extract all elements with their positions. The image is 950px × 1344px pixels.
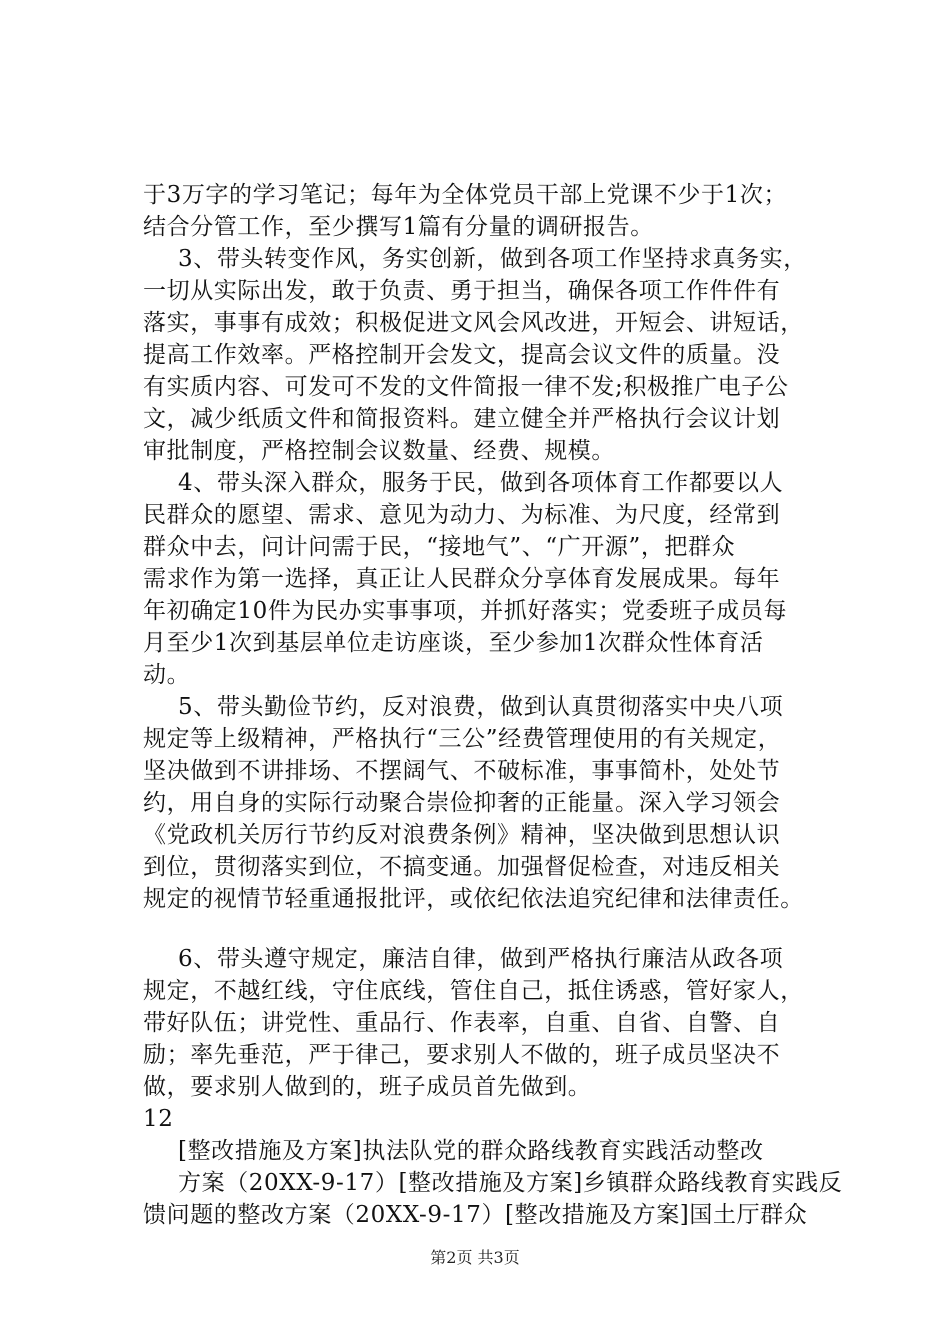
- text-line: 提高工作效率。严格控制开会发文，提高会议文件的质量。没: [143, 342, 781, 368]
- text-line: 到位，贯彻落实到位，不搞变通。加强督促检查，对违反相关: [143, 854, 781, 880]
- text-line: 《党政机关厉行节约反对浪费条例》精神，坚决做到思想认识: [143, 822, 781, 848]
- text-line: 12: [143, 1106, 174, 1132]
- text-line: 规定等上级精神，严格执行“三公”经费管理使用的有关规定，: [143, 726, 782, 752]
- text-line: 月至少1次到基层单位走访座谈，至少参加1次群众性体育活: [143, 630, 764, 656]
- text-line: 民群众的愿望、需求、意见为动力、为标准、为尺度，经常到: [143, 502, 781, 528]
- text-line: 6、带头遵守规定，廉洁自律，做到严格执行廉洁从政各项: [178, 946, 784, 972]
- text-line: 结合分管工作，至少撰写1篇有分量的调研报告。: [143, 214, 654, 240]
- text-line: 文，减少纸质文件和简报资料。建立健全并严格执行会议计划: [143, 406, 781, 432]
- text-line: 群众中去，问计问需于民，“接地气”、“广开源”，把群众: [143, 534, 736, 560]
- text-line: 规定，不越红线，守住底线，管住自己，抵住诱惑，管好家人，: [143, 978, 804, 1004]
- text-line: 方案（20XX-9-17）[整改措施及方案]乡镇群众路线教育实践反: [178, 1170, 843, 1196]
- text-line: 一切从实际出发，敢于负责、勇于担当，确保各项工作件件有: [143, 278, 781, 304]
- text-line: 约，用自身的实际行动聚合崇俭抑奢的正能量。深入学习领会: [143, 790, 781, 816]
- text-line: 于3万字的学习笔记；每年为全体党员干部上党课不少于1次；: [143, 182, 788, 208]
- page-footer: 第2页 共3页: [430, 1248, 520, 1267]
- text-line: 规定的视情节轻重通报批评，或依纪依法追究纪律和法律责任。: [143, 886, 804, 912]
- text-line: 馈问题的整改方案（20XX-9-17）[整改措施及方案]国土厅群众: [143, 1202, 808, 1228]
- text-line: 4、带头深入群众，服务于民，做到各项体育工作都要以人: [178, 470, 784, 496]
- text-line: 审批制度，严格控制会议数量、经费、规模。: [143, 438, 615, 464]
- text-line: 带好队伍；讲党性、重品行、作表率，自重、自省、自警、自: [143, 1010, 781, 1036]
- text-line: 坚决做到不讲排场、不摆阔气、不破标准，事事简朴，处处节: [143, 758, 781, 784]
- text-line: 做，要求别人做到的，班子成员首先做到。: [143, 1074, 592, 1100]
- text-line: 励；率先垂范，严于律己，要求别人不做的，班子成员坚决不: [143, 1042, 781, 1068]
- text-line: 动。: [143, 662, 191, 688]
- text-line: [整改措施及方案]执法队党的群众路线教育实践活动整改: [178, 1138, 764, 1164]
- text-line: 落实，事事有成效；积极促进文风会风改进，开短会、讲短话，: [143, 310, 804, 336]
- text-line: 年初确定10件为民办实事事项，并抓好落实；党委班子成员每: [143, 598, 788, 624]
- text-line: 3、带头转变作风，务实创新，做到各项工作坚持求真务实，: [178, 246, 807, 272]
- text-line: 有实质内容、可发可不发的文件简报一律不发;积极推广电子公: [143, 374, 789, 400]
- text-line: 5、带头勤俭节约，反对浪费，做到认真贯彻落实中央八项: [178, 694, 784, 720]
- text-line: 需求作为第一选择，真正让人民群众分享体育发展成果。每年: [143, 566, 781, 592]
